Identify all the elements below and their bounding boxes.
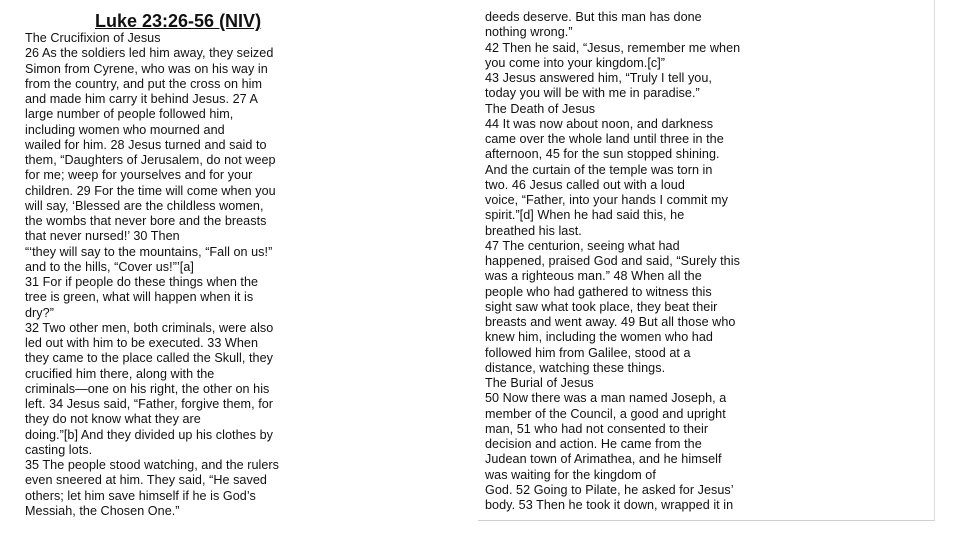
text-line: they came to the place called the Skull, they — [25, 351, 273, 366]
text-line: was waiting for the kingdom of — [485, 467, 656, 482]
text-line: others; let him save himself if he is God’s — [25, 488, 256, 503]
text-line: wailed for him. 28 Jesus turned and said to — [25, 137, 267, 152]
text-line: 31 For if people do these things when the — [25, 275, 259, 289]
text-line: was a righteous man.” 48 When all the — [485, 269, 702, 284]
text-line: The Death of Jesus — [485, 101, 596, 116]
text-line: that never nursed!’ 30 Then — [25, 229, 180, 244]
text-line: And the curtain of the temple was torn in — [485, 162, 713, 177]
text-line: knew him, including the women who had — [485, 330, 713, 345]
text-line: 47 The centurion, seeing what had — [485, 238, 680, 253]
text-line: 42 Then he said, “Jesus, remember me when — [485, 40, 741, 55]
text-line: 50 Now there was a man named Joseph, a — [485, 391, 727, 406]
text-line: 43 Jesus answered him, “Truly I tell you, — [485, 71, 712, 85]
text-line: The Burial of Jesus — [485, 376, 594, 390]
text-line: followed him from Galilee, stood at a — [485, 345, 691, 360]
text-line: doing.”[b] And they divided up his clothes by — [25, 427, 273, 442]
text-line: criminals—one on his right, the other on his — [25, 381, 270, 396]
text-line: them, “Daughters of Jerusalem, do not weep — [25, 153, 276, 167]
text-line: 44 It was now about noon, and darkness — [485, 116, 714, 131]
right-text-column — [480, 0, 866, 523]
text-line: 35 The people stood watching, and the rulers — [25, 458, 280, 472]
text-line: deeds deserve. But this man has done — [485, 10, 702, 24]
left-text-column — [20, 0, 412, 523]
bottom-divider — [478, 520, 935, 521]
text-line: today you will be with me in paradise.” — [485, 86, 700, 101]
text-line: decision and action. He came from the — [485, 437, 702, 451]
text-line: 32 Two other men, both criminals, were also — [25, 320, 274, 335]
text-line: spirit.”[d] When he had said this, he — [485, 208, 685, 223]
text-line: Judean town of Arimathea, and he himself — [485, 452, 722, 467]
text-line: Messiah, the Chosen One.” — [25, 503, 180, 518]
text-line: casting lots. — [25, 442, 93, 457]
text-line: people who had gathered to witness this — [485, 284, 712, 299]
text-line: will say, ‘Blessed are the childless women, — [25, 198, 264, 213]
text-line: and made him carry it behind Jesus. 27 A — [25, 92, 259, 106]
text-line: voice, “Father, into your hands I commit my — [485, 193, 728, 207]
text-line: and to the hills, “Cover us!”’[a] — [25, 259, 194, 274]
text-line: dry?” — [25, 305, 54, 320]
text-line: tree is green, what will happen when it is — [25, 290, 254, 305]
text-line: you come into your kingdom.[c]” — [485, 55, 666, 70]
text-line: even sneered at him. They said, “He saved — [25, 473, 267, 488]
text-line: man, 51 who had not consented to their — [485, 421, 709, 436]
text-line: led out with him to be executed. 33 When — [25, 336, 259, 350]
text-line: crucified him there, along with the — [25, 366, 215, 381]
text-line: afternoon, 45 for the sun stopped shining. — [485, 147, 720, 162]
text-line: from the country, and put the cross on him — [25, 76, 263, 91]
text-line: including women who mourned and — [25, 122, 225, 137]
text-line: body. 53 Then he took it down, wrapped it in — [485, 498, 734, 512]
text-line: breathed his last. — [485, 223, 582, 238]
text-line: breasts and went away. 49 But all those who — [485, 315, 736, 329]
text-line: God. 52 Going to Pilate, he asked for Jesus’ — [485, 482, 734, 497]
text-line: “‘they will say to the mountains, “Fall on us!” — [25, 244, 273, 259]
text-line: came over the whole land until three in the — [485, 132, 724, 146]
text-line: member of the Council, a good and upright — [485, 406, 726, 421]
text-line: left. 34 Jesus said, “Father, forgive them, for — [25, 397, 274, 411]
text-line: 26 As the soldiers led him away, they seized — [25, 46, 274, 61]
text-line: happened, praised God and said, “Surely this — [485, 254, 740, 268]
text-line: The Crucifixion of Jesus — [25, 31, 161, 45]
right-divider — [934, 0, 935, 521]
text-line: children. 29 For the time will come when you — [25, 183, 276, 198]
page-title: Luke 23:26-56 (NIV) — [95, 11, 262, 31]
text-line: the wombs that never bore and the breasts — [25, 214, 267, 228]
text-line: they do not know what they are — [25, 412, 201, 427]
text-line: large number of people followed him, — [25, 107, 234, 122]
text-line: sight saw what took place, they beat their — [485, 299, 718, 314]
text-line: distance, watching these things. — [485, 360, 666, 375]
text-line: for me; weep for yourselves and for your — [25, 168, 253, 183]
text-line: two. 46 Jesus called out with a loud — [485, 177, 685, 192]
text-line: nothing wrong.” — [485, 25, 573, 40]
text-line: Simon from Cyrene, who was on his way in — [25, 61, 268, 76]
